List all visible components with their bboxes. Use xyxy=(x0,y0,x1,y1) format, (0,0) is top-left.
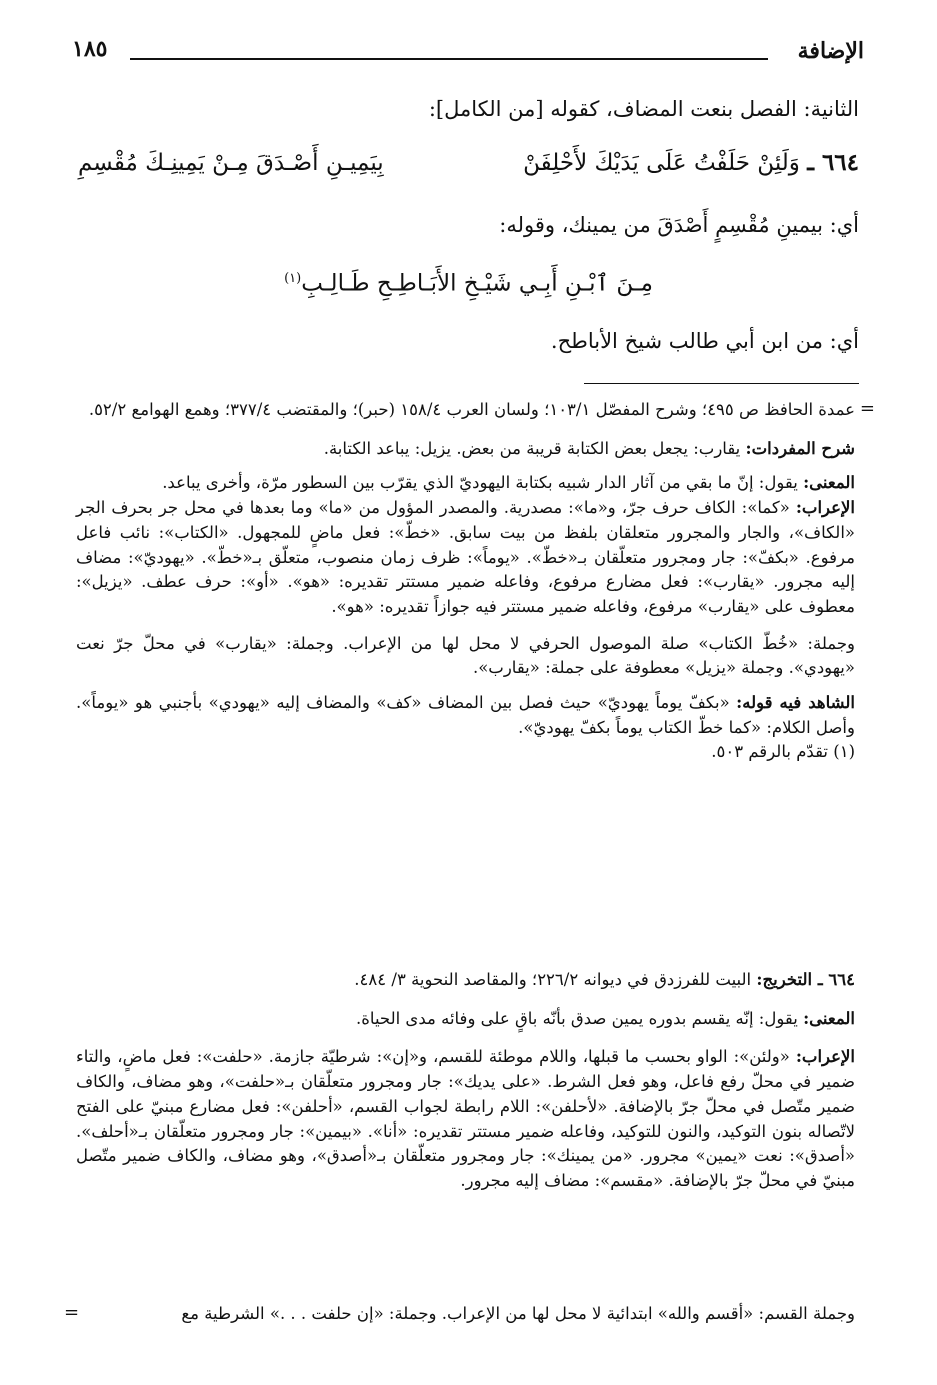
footnote-oath-clause: وجملة القسم: «أقسم والله» ابتدائية لا محل لها من الإعراب. وجملة: «إن حلفت . . .» الشرطية مع xyxy=(181,1304,855,1323)
vocabulary-label: شرح المفردات: xyxy=(745,438,855,458)
verse-2-hemistich: مِـنَ ٱبْـنِ أَبِـي شَيْـخِ الأَبَـاطِـحِ طَـالِـبِ xyxy=(301,270,653,297)
meaning-2-label: المعنى: xyxy=(803,1008,855,1028)
takhrij-label: ٦٦٤ ـ التخريج: xyxy=(756,970,855,989)
footnote-1: (١) تقدّم بالرقم ٥٠٣. xyxy=(711,742,855,762)
parsing-text: «كما»: الكاف حرف جرّ، و«ما»: مصدرية. والمصدر المؤول من «ما» وما بعدها في محل جر بحرف الجر «الكاف»، والجار والمجرور متعلقان بلفظ من بيت سابق. «خطّ»: فعل ماضٍ للمجهول. «الكتاب»: نائب فاعل مرفوع. «بكفّ»: جار ومجرور متعلّقان بـ«خطّ». «يوماً»: ظرف زمان منصوب، متعلّق بـ«خطّ». «يهوديّ»: مضاف إليه مجرور. «يقارب»: فعل مضارع مرفوع، وفاعله ضمير مستتر تقديره: «هو». «أو»: حرف عطف. «يزيل»: معطوف على «يقارب» مرفوع، وفاعله ضمير مستتر فيه جوازاً تقديره: «هو». xyxy=(76,498,855,616)
verse-2 xyxy=(78,262,859,298)
evidence-label: الشاهد فيه قوله: xyxy=(736,693,855,713)
hemistich-1-text: وَلَئِنْ حَلَفْتُ عَلَى يَدَيْكَ لأَحْلِفَنْ xyxy=(523,150,800,176)
parsing-2-label: الإعراب: xyxy=(795,1047,855,1067)
text-line-1: الثانية: الفصل بنعت المضاف، كقوله [من الكامل]: xyxy=(428,97,859,121)
footnote-vocabulary xyxy=(76,437,855,462)
footnote-separator xyxy=(584,383,859,384)
meaning-label: المعنى: xyxy=(803,473,855,493)
evidence-text: «بكفّ يوماً يهوديّ» حيث فصل بين المضاف «كف» والمضاف إليه «يهودي» بأجنبي هو «يوماً». وأصل الكلام: «كما خطّ الكتاب يوماً بكفّ يهوديّ». xyxy=(76,693,855,737)
parsing-label: الإعراب: xyxy=(795,498,855,518)
footnote-takhrij xyxy=(76,968,855,993)
footnote-final-line xyxy=(76,1302,855,1327)
meaning-text: يقول: إنّ ما بقي من آثار الدار شبيه بكتابة اليهوديّ الذي يقرّب بين السطور مرّة، وأخرى يباعد. xyxy=(162,473,804,493)
continuation-mark: = xyxy=(859,398,875,419)
meaning-2-text: يقول: إنّه يقسم بدوره يمين صدق بأنّه باقٍ على وفائه مدى الحياة. xyxy=(356,1008,804,1028)
running-title: الإضافة xyxy=(797,38,864,64)
footnote-clauses: وجملة: «خُطّ الكتاب» صلة الموصول الحرفي لا محل لها من الإعراب. وجملة: «يقارب» في محلّ جرّ نعت «يهودي». وجملة «يزيل» معطوفة على جملة: «يقارب». xyxy=(76,633,855,678)
verse-664-second-hemistich: بِيَمِيـنِ أَصْـدَقَ مِـنْ يَمِينِـكَ مُقْسِمِ xyxy=(78,150,384,176)
takhrij-text: البيت للفرزدق في ديوانه ٢٢٦/٢؛ والمقاصد النحوية ٣/ ٤٨٤. xyxy=(354,970,757,989)
vocabulary-text: يقارب: يجعل بعض الكتابة قريبة من بعض. يزيل: يباعد الكتابة. xyxy=(323,438,746,458)
footnote-meaning xyxy=(76,471,855,496)
page-header xyxy=(72,36,864,72)
footnote-meaning-2 xyxy=(76,1007,855,1032)
footnote-ref: (١) xyxy=(284,271,302,286)
verse-2-text xyxy=(78,262,859,301)
verse-number: ٦٦٤ ـ xyxy=(807,149,859,176)
text-line-3: أي: بيمينِ مُقْسِمٍ أَصْدَقَ من يمينك، وقوله: xyxy=(499,213,859,237)
parsing-2-text: «ولئن»: الواو بحسب ما قبلها، واللام موطئة للقسم، و«إن»: شرطيّة جازمة. «حلفت»: فعل ماضٍ، والتاء ضمير في محلّ رفع فاعل، وهو فعل الشرط. «على يديك»: جار ومجرور متعلّقان بـ«حلفت»، وهو مضاف، والكاف ضمير متّصل في محلّ جرّ بالإضافة. «لأحلفن»: اللام رابطة لجواب القسم، «أحلفن»: فعل مضارع مبنيّ على الفتح لاتّصاله بنون التوكيد، والنون للتوكيد، وفاعله ضمير مستتر تقديره: «أنا». «بيمين»: جار ومجرور متعلّقان بـ«أحلف». «أصدق»: نعت «يمين» مجرور. «من يمينك»: جار ومجرور متعلّقان بـ«أصدق»، وهو مضاف، والكاف ضمير متّصل مبنيّ في محلّ جرّ بالإضافة. «مقسم»: مضاف إليه مجرور. xyxy=(76,1047,855,1190)
footnote-block-1 xyxy=(76,398,855,765)
page-number: ١٨٥ xyxy=(72,36,108,62)
verse-664-first-hemistich xyxy=(523,146,859,180)
footnote-parsing-2 xyxy=(76,1045,855,1193)
footnote-sources: عمدة الحافظ ص ٤٩٥؛ وشرح المفصّل ١٠٣/١؛ ولسان العرب ١٥٨/٤ (حبر)؛ والمقتضب ٣٧٧/٤؛ وهمع الهوامع ٥٢/٢. xyxy=(88,400,855,419)
verse-664 xyxy=(78,146,859,182)
footnote-parsing xyxy=(76,496,855,620)
header-rule xyxy=(130,58,768,60)
footnote-block-2 xyxy=(76,968,855,1194)
text-line-5: أي: من ابن أبي طالب شيخ الأباطح. xyxy=(550,329,859,353)
continuation-mark-end: = xyxy=(64,1302,80,1323)
footnote-evidence xyxy=(76,691,855,740)
